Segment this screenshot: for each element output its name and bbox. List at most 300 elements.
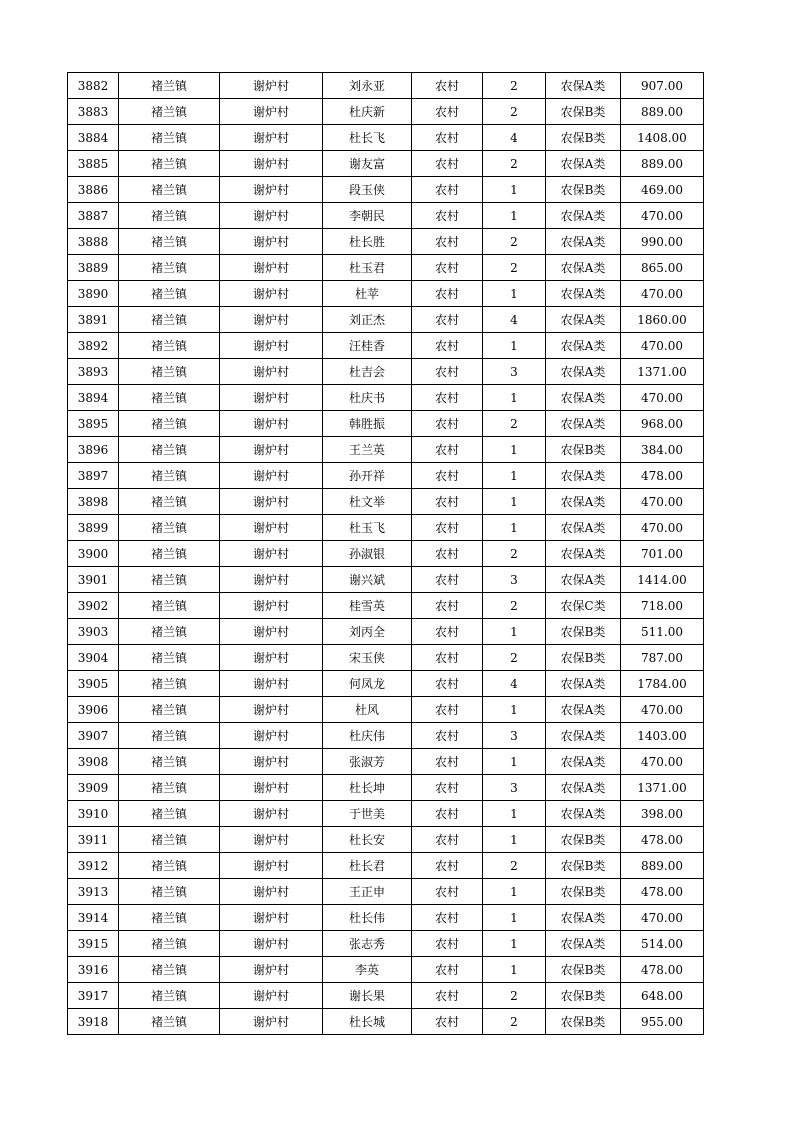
- area-type-cell: 农村: [412, 775, 483, 801]
- insurance-class-cell: 农保A类: [546, 931, 621, 957]
- table-row: [68, 177, 704, 203]
- row-number-cell: 3917: [68, 983, 119, 1009]
- name-cell: 杜长君: [323, 853, 412, 879]
- name-cell: 韩胜振: [323, 411, 412, 437]
- household-count-cell: 1: [483, 515, 546, 541]
- insurance-class-cell: 农保A类: [546, 307, 621, 333]
- name-cell: 王正申: [323, 879, 412, 905]
- row-number-cell: 3916: [68, 957, 119, 983]
- amount-cell: 469.00: [621, 177, 704, 203]
- insurance-class-cell: 农保A类: [546, 567, 621, 593]
- area-type-cell: 农村: [412, 333, 483, 359]
- town-cell: 褚兰镇: [119, 333, 220, 359]
- table-row: [68, 931, 704, 957]
- insurance-class-cell: 农保B类: [546, 99, 621, 125]
- household-count-cell: 1: [483, 905, 546, 931]
- row-number-cell: 3911: [68, 827, 119, 853]
- household-count-cell: 4: [483, 671, 546, 697]
- insurance-class-cell: 农保C类: [546, 593, 621, 619]
- area-type-cell: 农村: [412, 567, 483, 593]
- insurance-class-cell: 农保B类: [546, 619, 621, 645]
- table-row: [68, 437, 704, 463]
- insurance-class-cell: 农保A类: [546, 463, 621, 489]
- amount-cell: 470.00: [621, 385, 704, 411]
- household-count-cell: 2: [483, 1009, 546, 1035]
- insurance-class-cell: 农保A类: [546, 411, 621, 437]
- village-cell: 谢炉村: [220, 853, 323, 879]
- village-cell: 谢炉村: [220, 385, 323, 411]
- town-cell: 褚兰镇: [119, 671, 220, 697]
- table-row: [68, 775, 704, 801]
- amount-cell: 478.00: [621, 879, 704, 905]
- amount-cell: 955.00: [621, 1009, 704, 1035]
- name-cell: 孙开祥: [323, 463, 412, 489]
- table-row: [68, 827, 704, 853]
- village-cell: 谢炉村: [220, 723, 323, 749]
- area-type-cell: 农村: [412, 307, 483, 333]
- insurance-class-cell: 农保B类: [546, 983, 621, 1009]
- row-number-cell: 3918: [68, 1009, 119, 1035]
- area-type-cell: 农村: [412, 983, 483, 1009]
- row-number-cell: 3909: [68, 775, 119, 801]
- row-number-cell: 3895: [68, 411, 119, 437]
- village-cell: 谢炉村: [220, 307, 323, 333]
- insurance-class-cell: 农保A类: [546, 801, 621, 827]
- household-count-cell: 1: [483, 437, 546, 463]
- insurance-class-cell: 农保A类: [546, 255, 621, 281]
- town-cell: 褚兰镇: [119, 801, 220, 827]
- amount-cell: 701.00: [621, 541, 704, 567]
- town-cell: 褚兰镇: [119, 593, 220, 619]
- table-row: [68, 853, 704, 879]
- village-cell: 谢炉村: [220, 645, 323, 671]
- household-count-cell: 3: [483, 359, 546, 385]
- row-number-cell: 3899: [68, 515, 119, 541]
- row-number-cell: 3885: [68, 151, 119, 177]
- name-cell: 谢友富: [323, 151, 412, 177]
- household-count-cell: 3: [483, 567, 546, 593]
- name-cell: 杜风: [323, 697, 412, 723]
- amount-cell: 648.00: [621, 983, 704, 1009]
- name-cell: 张淑芳: [323, 749, 412, 775]
- insurance-class-cell: 农保A类: [546, 775, 621, 801]
- town-cell: 褚兰镇: [119, 645, 220, 671]
- table-row: [68, 125, 704, 151]
- amount-cell: 478.00: [621, 827, 704, 853]
- name-cell: 杜吉会: [323, 359, 412, 385]
- insurance-class-cell: 农保B类: [546, 645, 621, 671]
- insurance-class-cell: 农保B类: [546, 437, 621, 463]
- village-cell: 谢炉村: [220, 931, 323, 957]
- village-cell: 谢炉村: [220, 515, 323, 541]
- amount-cell: 470.00: [621, 697, 704, 723]
- row-number-cell: 3898: [68, 489, 119, 515]
- household-count-cell: 2: [483, 151, 546, 177]
- row-number-cell: 3915: [68, 931, 119, 957]
- amount-cell: 470.00: [621, 333, 704, 359]
- insurance-class-cell: 农保B类: [546, 177, 621, 203]
- town-cell: 褚兰镇: [119, 723, 220, 749]
- row-number-cell: 3905: [68, 671, 119, 697]
- table-row: [68, 723, 704, 749]
- row-number-cell: 3906: [68, 697, 119, 723]
- area-type-cell: 农村: [412, 229, 483, 255]
- area-type-cell: 农村: [412, 281, 483, 307]
- name-cell: 段玉侠: [323, 177, 412, 203]
- area-type-cell: 农村: [412, 697, 483, 723]
- insurance-class-cell: 农保A类: [546, 281, 621, 307]
- amount-cell: 1860.00: [621, 307, 704, 333]
- amount-cell: 470.00: [621, 489, 704, 515]
- household-count-cell: 1: [483, 801, 546, 827]
- name-cell: 杜玉君: [323, 255, 412, 281]
- town-cell: 褚兰镇: [119, 463, 220, 489]
- insurance-class-cell: 农保A类: [546, 749, 621, 775]
- town-cell: 褚兰镇: [119, 385, 220, 411]
- household-count-cell: 1: [483, 463, 546, 489]
- insurance-class-cell: 农保A类: [546, 515, 621, 541]
- row-number-cell: 3914: [68, 905, 119, 931]
- village-cell: 谢炉村: [220, 125, 323, 151]
- town-cell: 褚兰镇: [119, 489, 220, 515]
- village-cell: 谢炉村: [220, 983, 323, 1009]
- area-type-cell: 农村: [412, 645, 483, 671]
- village-cell: 谢炉村: [220, 957, 323, 983]
- amount-cell: 470.00: [621, 281, 704, 307]
- town-cell: 褚兰镇: [119, 437, 220, 463]
- row-number-cell: 3888: [68, 229, 119, 255]
- table-row: [68, 879, 704, 905]
- insurance-class-cell: 农保A类: [546, 723, 621, 749]
- village-cell: 谢炉村: [220, 619, 323, 645]
- table-row: [68, 1009, 704, 1035]
- village-cell: 谢炉村: [220, 749, 323, 775]
- table-row: [68, 203, 704, 229]
- table-row: [68, 333, 704, 359]
- row-number-cell: 3902: [68, 593, 119, 619]
- insurance-class-cell: 农保A类: [546, 73, 621, 99]
- area-type-cell: 农村: [412, 723, 483, 749]
- row-number-cell: 3910: [68, 801, 119, 827]
- amount-cell: 398.00: [621, 801, 704, 827]
- table-row: [68, 411, 704, 437]
- name-cell: 刘永亚: [323, 73, 412, 99]
- row-number-cell: 3907: [68, 723, 119, 749]
- area-type-cell: 农村: [412, 515, 483, 541]
- row-number-cell: 3903: [68, 619, 119, 645]
- village-cell: 谢炉村: [220, 437, 323, 463]
- amount-cell: 384.00: [621, 437, 704, 463]
- area-type-cell: 农村: [412, 359, 483, 385]
- name-cell: 杜文举: [323, 489, 412, 515]
- town-cell: 褚兰镇: [119, 541, 220, 567]
- household-count-cell: 4: [483, 307, 546, 333]
- area-type-cell: 农村: [412, 437, 483, 463]
- town-cell: 褚兰镇: [119, 879, 220, 905]
- table-row: [68, 489, 704, 515]
- town-cell: 褚兰镇: [119, 359, 220, 385]
- name-cell: 汪桂香: [323, 333, 412, 359]
- name-cell: 李英: [323, 957, 412, 983]
- row-number-cell: 3889: [68, 255, 119, 281]
- village-cell: 谢炉村: [220, 775, 323, 801]
- data-table: [67, 72, 704, 1035]
- household-count-cell: 1: [483, 281, 546, 307]
- area-type-cell: 农村: [412, 593, 483, 619]
- amount-cell: 865.00: [621, 255, 704, 281]
- table-row: [68, 645, 704, 671]
- name-cell: 杜长安: [323, 827, 412, 853]
- village-cell: 谢炉村: [220, 541, 323, 567]
- area-type-cell: 农村: [412, 619, 483, 645]
- insurance-class-cell: 农保B类: [546, 827, 621, 853]
- household-count-cell: 2: [483, 983, 546, 1009]
- area-type-cell: 农村: [412, 801, 483, 827]
- town-cell: 褚兰镇: [119, 515, 220, 541]
- town-cell: 褚兰镇: [119, 411, 220, 437]
- table-row: [68, 593, 704, 619]
- amount-cell: 470.00: [621, 203, 704, 229]
- insurance-class-cell: 农保B类: [546, 125, 621, 151]
- row-number-cell: 3904: [68, 645, 119, 671]
- amount-cell: 1371.00: [621, 775, 704, 801]
- village-cell: 谢炉村: [220, 255, 323, 281]
- area-type-cell: 农村: [412, 879, 483, 905]
- insurance-class-cell: 农保A类: [546, 541, 621, 567]
- household-count-cell: 2: [483, 853, 546, 879]
- village-cell: 谢炉村: [220, 333, 323, 359]
- amount-cell: 514.00: [621, 931, 704, 957]
- name-cell: 孙淑银: [323, 541, 412, 567]
- household-count-cell: 1: [483, 333, 546, 359]
- village-cell: 谢炉村: [220, 177, 323, 203]
- row-number-cell: 3892: [68, 333, 119, 359]
- name-cell: 杜长城: [323, 1009, 412, 1035]
- name-cell: 谢长果: [323, 983, 412, 1009]
- village-cell: 谢炉村: [220, 1009, 323, 1035]
- town-cell: 褚兰镇: [119, 177, 220, 203]
- area-type-cell: 农村: [412, 931, 483, 957]
- name-cell: 李朝民: [323, 203, 412, 229]
- name-cell: 刘正杰: [323, 307, 412, 333]
- village-cell: 谢炉村: [220, 567, 323, 593]
- village-cell: 谢炉村: [220, 463, 323, 489]
- insurance-class-cell: 农保A类: [546, 905, 621, 931]
- name-cell: 杜苹: [323, 281, 412, 307]
- name-cell: 杜玉飞: [323, 515, 412, 541]
- household-count-cell: 1: [483, 879, 546, 905]
- row-number-cell: 3887: [68, 203, 119, 229]
- row-number-cell: 3913: [68, 879, 119, 905]
- area-type-cell: 农村: [412, 463, 483, 489]
- amount-cell: 1408.00: [621, 125, 704, 151]
- amount-cell: 1403.00: [621, 723, 704, 749]
- amount-cell: 1371.00: [621, 359, 704, 385]
- name-cell: 谢兴斌: [323, 567, 412, 593]
- household-count-cell: 1: [483, 619, 546, 645]
- town-cell: 褚兰镇: [119, 905, 220, 931]
- area-type-cell: 农村: [412, 905, 483, 931]
- name-cell: 杜长坤: [323, 775, 412, 801]
- insurance-class-cell: 农保B类: [546, 879, 621, 905]
- row-number-cell: 3897: [68, 463, 119, 489]
- row-number-cell: 3900: [68, 541, 119, 567]
- town-cell: 褚兰镇: [119, 125, 220, 151]
- table-row: [68, 229, 704, 255]
- table-row: [68, 281, 704, 307]
- insurance-class-cell: 农保B类: [546, 957, 621, 983]
- row-number-cell: 3894: [68, 385, 119, 411]
- village-cell: 谢炉村: [220, 489, 323, 515]
- row-number-cell: 3901: [68, 567, 119, 593]
- town-cell: 褚兰镇: [119, 255, 220, 281]
- town-cell: 褚兰镇: [119, 983, 220, 1009]
- amount-cell: 1784.00: [621, 671, 704, 697]
- amount-cell: 889.00: [621, 853, 704, 879]
- amount-cell: 470.00: [621, 749, 704, 775]
- insurance-class-cell: 农保B类: [546, 1009, 621, 1035]
- table-row: [68, 463, 704, 489]
- name-cell: 杜长飞: [323, 125, 412, 151]
- insurance-class-cell: 农保A类: [546, 671, 621, 697]
- town-cell: 褚兰镇: [119, 957, 220, 983]
- name-cell: 宋玉侠: [323, 645, 412, 671]
- amount-cell: 889.00: [621, 99, 704, 125]
- village-cell: 谢炉村: [220, 151, 323, 177]
- amount-cell: 470.00: [621, 905, 704, 931]
- row-number-cell: 3891: [68, 307, 119, 333]
- row-number-cell: 3884: [68, 125, 119, 151]
- table-row: [68, 619, 704, 645]
- household-count-cell: 2: [483, 73, 546, 99]
- table-row: [68, 151, 704, 177]
- town-cell: 褚兰镇: [119, 697, 220, 723]
- table-row: [68, 515, 704, 541]
- amount-cell: 478.00: [621, 957, 704, 983]
- amount-cell: 907.00: [621, 73, 704, 99]
- town-cell: 褚兰镇: [119, 931, 220, 957]
- amount-cell: 990.00: [621, 229, 704, 255]
- village-cell: 谢炉村: [220, 801, 323, 827]
- insurance-class-cell: 农保A类: [546, 203, 621, 229]
- table-row: [68, 99, 704, 125]
- area-type-cell: 农村: [412, 73, 483, 99]
- area-type-cell: 农村: [412, 411, 483, 437]
- insurance-class-cell: 农保B类: [546, 853, 621, 879]
- area-type-cell: 农村: [412, 489, 483, 515]
- town-cell: 褚兰镇: [119, 619, 220, 645]
- area-type-cell: 农村: [412, 827, 483, 853]
- village-cell: 谢炉村: [220, 73, 323, 99]
- amount-cell: 511.00: [621, 619, 704, 645]
- amount-cell: 1414.00: [621, 567, 704, 593]
- village-cell: 谢炉村: [220, 229, 323, 255]
- household-count-cell: 1: [483, 203, 546, 229]
- area-type-cell: 农村: [412, 671, 483, 697]
- row-number-cell: 3883: [68, 99, 119, 125]
- village-cell: 谢炉村: [220, 99, 323, 125]
- town-cell: 褚兰镇: [119, 99, 220, 125]
- town-cell: 褚兰镇: [119, 203, 220, 229]
- village-cell: 谢炉村: [220, 203, 323, 229]
- amount-cell: 470.00: [621, 515, 704, 541]
- village-cell: 谢炉村: [220, 359, 323, 385]
- table-row: [68, 567, 704, 593]
- town-cell: 褚兰镇: [119, 307, 220, 333]
- town-cell: 褚兰镇: [119, 567, 220, 593]
- name-cell: 杜庆书: [323, 385, 412, 411]
- area-type-cell: 农村: [412, 99, 483, 125]
- table-row: [68, 671, 704, 697]
- name-cell: 杜庆新: [323, 99, 412, 125]
- table-row: [68, 801, 704, 827]
- amount-cell: 718.00: [621, 593, 704, 619]
- table-row: [68, 983, 704, 1009]
- household-count-cell: 1: [483, 385, 546, 411]
- amount-cell: 478.00: [621, 463, 704, 489]
- insurance-class-cell: 农保A类: [546, 151, 621, 177]
- town-cell: 褚兰镇: [119, 281, 220, 307]
- area-type-cell: 农村: [412, 853, 483, 879]
- town-cell: 褚兰镇: [119, 827, 220, 853]
- village-cell: 谢炉村: [220, 905, 323, 931]
- household-count-cell: 2: [483, 411, 546, 437]
- town-cell: 褚兰镇: [119, 775, 220, 801]
- amount-cell: 968.00: [621, 411, 704, 437]
- name-cell: 王兰英: [323, 437, 412, 463]
- table-row: [68, 957, 704, 983]
- name-cell: 何凤龙: [323, 671, 412, 697]
- area-type-cell: 农村: [412, 177, 483, 203]
- table-row: [68, 541, 704, 567]
- table-row: [68, 905, 704, 931]
- name-cell: 刘丙全: [323, 619, 412, 645]
- area-type-cell: 农村: [412, 541, 483, 567]
- area-type-cell: 农村: [412, 255, 483, 281]
- village-cell: 谢炉村: [220, 411, 323, 437]
- row-number-cell: 3896: [68, 437, 119, 463]
- area-type-cell: 农村: [412, 1009, 483, 1035]
- household-count-cell: 2: [483, 255, 546, 281]
- village-cell: 谢炉村: [220, 827, 323, 853]
- area-type-cell: 农村: [412, 151, 483, 177]
- table-row: [68, 73, 704, 99]
- row-number-cell: 3890: [68, 281, 119, 307]
- table-row: [68, 307, 704, 333]
- name-cell: 张志秀: [323, 931, 412, 957]
- village-cell: 谢炉村: [220, 671, 323, 697]
- household-count-cell: 2: [483, 541, 546, 567]
- household-count-cell: 2: [483, 99, 546, 125]
- household-count-cell: 1: [483, 957, 546, 983]
- area-type-cell: 农村: [412, 385, 483, 411]
- village-cell: 谢炉村: [220, 697, 323, 723]
- table-row: [68, 749, 704, 775]
- household-count-cell: 2: [483, 593, 546, 619]
- household-count-cell: 1: [483, 177, 546, 203]
- name-cell: 杜长伟: [323, 905, 412, 931]
- household-count-cell: 1: [483, 931, 546, 957]
- household-count-cell: 2: [483, 645, 546, 671]
- row-number-cell: 3912: [68, 853, 119, 879]
- town-cell: 褚兰镇: [119, 1009, 220, 1035]
- insurance-class-cell: 农保A类: [546, 489, 621, 515]
- town-cell: 褚兰镇: [119, 73, 220, 99]
- town-cell: 褚兰镇: [119, 749, 220, 775]
- table-row: [68, 385, 704, 411]
- area-type-cell: 农村: [412, 957, 483, 983]
- household-count-cell: 1: [483, 827, 546, 853]
